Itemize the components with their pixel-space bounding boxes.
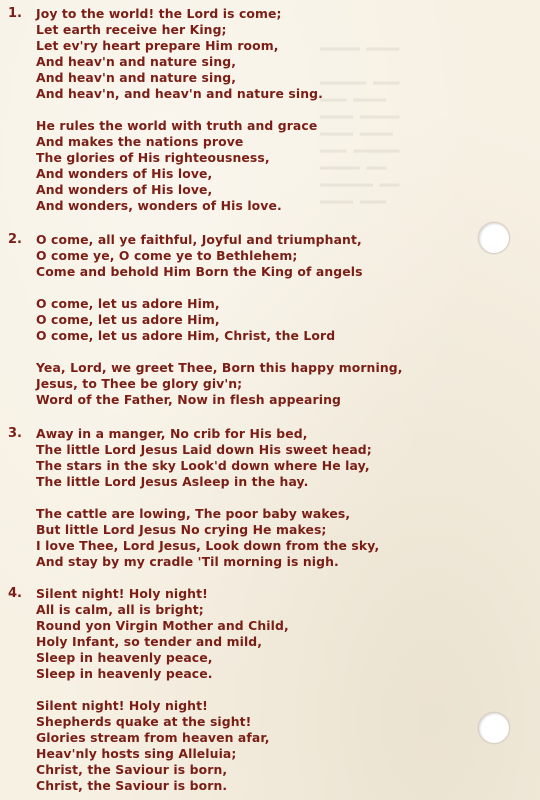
hymn-2 [8, 232, 468, 408]
stanza [36, 506, 468, 570]
lyric-line: The little Lord Jesus Laid down His sweet head; [36, 442, 372, 457]
lyric-line: And heav'n and nature sing, [36, 54, 237, 69]
lyric-line: Let ev'ry heart prepare Him room, [36, 38, 279, 53]
lyric-line: O come, let us adore Him, [36, 312, 220, 327]
lyric-line: Shepherds quake at the sight! [36, 714, 252, 729]
lyric-line: And heav'n, and heav'n and nature sing. [36, 86, 323, 101]
lyric-line: Round yon Virgin Mother and Child, [36, 618, 289, 633]
lyric-line: Sleep in heavenly peace. [36, 666, 213, 681]
hymn-number: 2. [8, 232, 22, 247]
lyric-line: All is calm, all is bright; [36, 602, 204, 617]
stanza [36, 6, 468, 102]
lyric-line: Jesus, to Thee be glory giv'n; [36, 376, 243, 391]
hymn-number: 4. [8, 586, 22, 601]
stanza [36, 118, 468, 214]
stanza [36, 698, 468, 794]
hymn-3 [8, 426, 468, 570]
lyric-line: Heav'nly hosts sing Alleluia; [36, 746, 237, 761]
stanza [36, 426, 468, 490]
reverse-side-show-through: ▬▬▬▬▬▬ ▬▬▬▬▬ ▬▬▬▬▬▬▬ ▬▬▬▬ ▬▬▬▬ ▬▬▬▬▬ ▬▬▬▬▬ ▬▬▬▬▬▬ ▬▬▬▬▬ ▬▬▬▬▬ ▬▬▬▬ ▬▬▬▬▬▬▬ ▬▬▬▬▬▬ ▬▬▬ ▬▬▬▬▬▬▬▬ ▬▬▬ ▬▬▬▬▬ ▬▬▬▬ [320, 42, 400, 208]
lyric-line: And wonders of His love, [36, 166, 213, 181]
hymn-number: 1. [8, 6, 22, 21]
lyric-line: Christ, the Saviour is born, [36, 762, 228, 777]
lyric-line: And wonders of His love, [36, 182, 213, 197]
lyric-line: The stars in the sky Look'd down where He lay, [36, 458, 370, 473]
lyric-line: Come and behold Him Born the King of angels [36, 264, 363, 279]
lyric-line: He rules the world with truth and grace [36, 118, 318, 133]
lyric-line: But little Lord Jesus No crying He makes; [36, 522, 327, 537]
lyric-line: And wonders, wonders of His love. [36, 198, 282, 213]
lyric-line: Let earth receive her King; [36, 22, 227, 37]
lyric-line: O come, let us adore Him, Christ, the Lord [36, 328, 336, 343]
hymn-number: 3. [8, 426, 22, 441]
lyric-line: Sleep in heavenly peace, [36, 650, 213, 665]
lyric-line: O come, all ye faithful, Joyful and triumphant, [36, 232, 362, 247]
hymn-1 [8, 6, 468, 214]
lyric-line: The glories of His righteousness, [36, 150, 270, 165]
lyric-line: Glories stream from heaven afar, [36, 730, 270, 745]
lyric-line: And stay by my cradle 'Til morning is nigh. [36, 554, 339, 569]
lyric-line: Word of the Father, Now in flesh appearing [36, 392, 341, 407]
lyric-line: Holy Infant, so tender and mild, [36, 634, 263, 649]
lyric-line: Joy to the world! the Lord is come; [36, 6, 282, 21]
stanza [36, 296, 468, 344]
lyric-line: The cattle are lowing, The poor baby wakes, [36, 506, 351, 521]
lyric-line: O come, let us adore Him, [36, 296, 220, 311]
lyric-line: Away in a manger, No crib for His bed, [36, 426, 308, 441]
lyric-line: And makes the nations prove [36, 134, 244, 149]
hymn-4 [8, 586, 468, 794]
lyric-line: And heav'n and nature sing, [36, 70, 237, 85]
lyric-line: Silent night! Holy night! [36, 586, 208, 601]
lyric-line: I love Thee, Lord Jesus, Look down from the sky, [36, 538, 380, 553]
lyric-line: Silent night! Holy night! [36, 698, 208, 713]
punch-hole-upper [478, 222, 510, 254]
stanza [36, 360, 468, 408]
lyric-line: Yea, Lord, we greet Thee, Born this happy morning, [36, 360, 403, 375]
stanza [36, 586, 468, 682]
lyric-line: The little Lord Jesus Asleep in the hay. [36, 474, 309, 489]
lyric-line: Christ, the Saviour is born. [36, 778, 228, 793]
punch-hole-lower [478, 712, 510, 744]
stanza [36, 232, 468, 280]
lyric-line: O come ye, O come ye to Bethlehem; [36, 248, 298, 263]
